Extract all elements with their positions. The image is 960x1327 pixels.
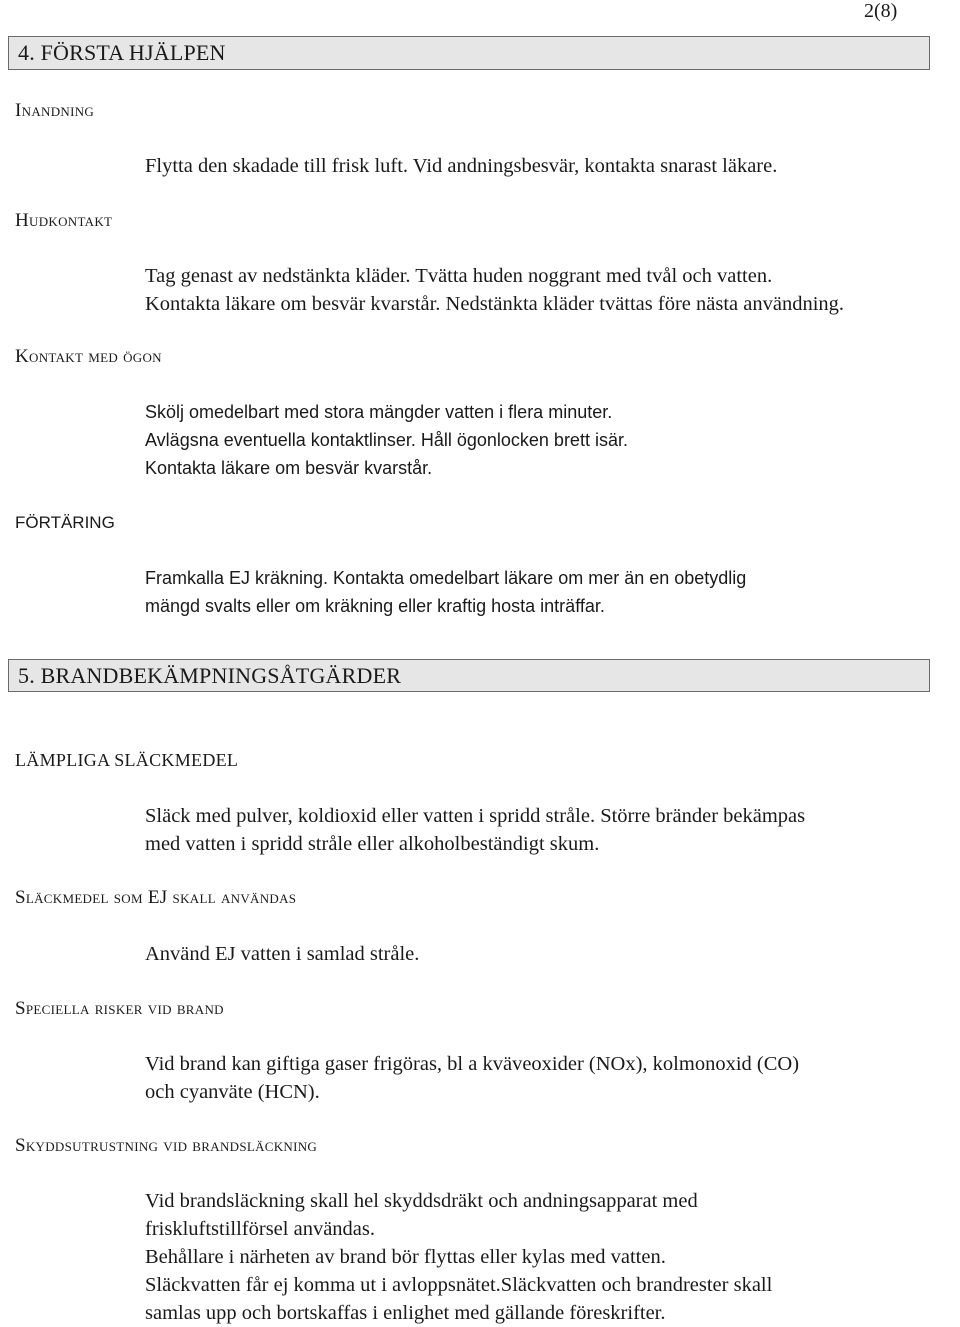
text-line: Vid brandsläckning skall hel skyddsdräkt och andningsapparat med: [145, 1190, 698, 1212]
text-kontakt-med-ogon: [145, 398, 628, 482]
text-lampliga-slackmedel: [145, 802, 805, 858]
text-line: Framkalla EJ kräkning. Kontakta omedelbart läkare om mer än en obetydlig: [145, 568, 747, 588]
heading-fortaring: FÖRTÄRING: [15, 513, 115, 532]
text-line: med vatten i spridd stråle eller alkoholbeständigt skum.: [145, 833, 600, 855]
heading-inandning: Inandning: [15, 100, 95, 121]
heading-slackmedel-ej: Släckmedel som EJ skall användas: [15, 887, 297, 908]
text-skyddsutrustning: [145, 1187, 772, 1327]
text-line: Avlägsna eventuella kontaktlinser. Håll ögonlocken brett isär.: [145, 430, 628, 450]
text-line: Släckvatten får ej komma ut i avloppsnätet.Släckvatten och brandrester skall: [145, 1274, 773, 1296]
text-line: Kontakta läkare om besvär kvarstår. Nedstänkta kläder tvättas före nästa användning.: [145, 293, 845, 315]
text-line: Släck med pulver, koldioxid eller vatten i spridd stråle. Större bränder bekämpas: [145, 805, 806, 827]
text-speciella-risker: [145, 1050, 799, 1106]
text-line: Skölj omedelbart med stora mängder vatten i flera minuter.: [145, 402, 613, 422]
text-inandning: [145, 152, 777, 180]
text-slackmedel-ej: [145, 940, 419, 968]
text-line: Tag genast av nedstänkta kläder. Tvätta huden noggrant med tvål och vatten.: [145, 265, 773, 287]
text-line: och cyanväte (HCN).: [145, 1081, 320, 1103]
text-line: samlas upp och bortskaffas i enlighet med gällande föreskrifter.: [145, 1302, 666, 1324]
heading-hudkontakt: Hudkontakt: [15, 210, 113, 231]
section-4-header: [8, 36, 930, 70]
text-line: Använd EJ vatten i samlad stråle.: [145, 943, 420, 965]
text-hudkontakt: [145, 262, 844, 318]
text-line: mängd svalts eller om kräkning eller kraftig hosta inträffar.: [145, 596, 605, 616]
heading-speciella-risker: Speciella risker vid brand: [15, 998, 224, 1019]
heading-kontakt-med-ogon: Kontakt med ögon: [15, 346, 162, 367]
text-line: friskluftstillförsel användas.: [145, 1218, 376, 1240]
text-line: Flytta den skadade till frisk luft. Vid andningsbesvär, kontakta snarast läkare.: [145, 155, 778, 177]
heading-skyddsutrustning: Skyddsutrustning vid brandsläckning: [15, 1135, 318, 1156]
text-line: Vid brand kan giftiga gaser frigöras, bl a kväveoxider (NOx), kolmonoxid (CO): [145, 1053, 800, 1075]
heading-lampliga-slackmedel: LÄMPLIGA SLÄCKMEDEL: [15, 750, 239, 770]
text-fortaring: [145, 564, 746, 620]
section-5-header: [8, 659, 930, 692]
section-4-title: 4. FÖRSTA HJÄLPEN: [18, 40, 226, 65]
text-line: Behållare i närheten av brand bör flyttas eller kylas med vatten.: [145, 1246, 666, 1268]
page-number: 2(8): [864, 0, 898, 22]
section-5-title: 5. BRANDBEKÄMPNINGSÅTGÄRDER: [18, 663, 402, 688]
text-line: Kontakta läkare om besvär kvarstår.: [145, 458, 433, 478]
